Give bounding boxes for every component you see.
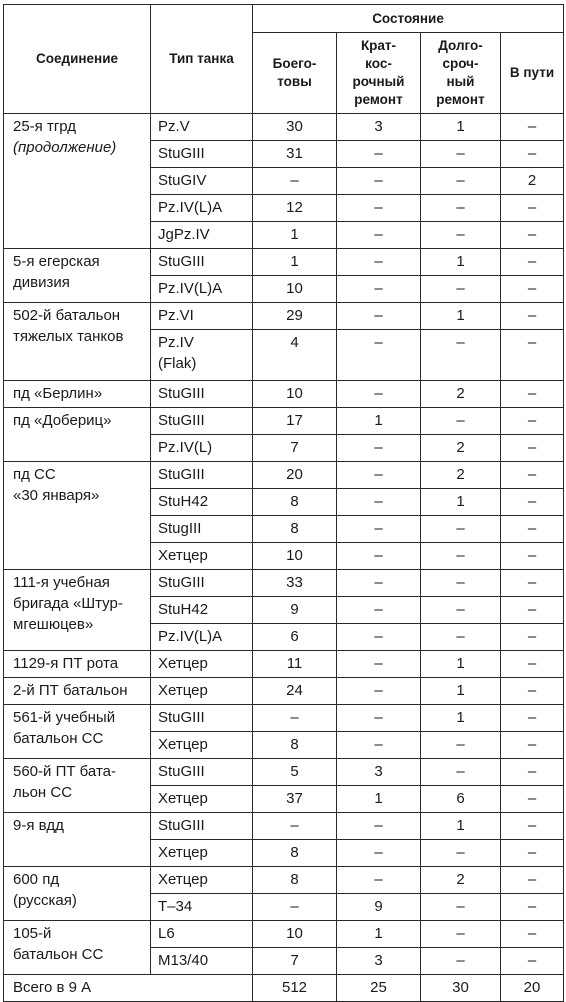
header-unit: Соединение	[4, 5, 151, 114]
ready-cell: 8	[253, 489, 337, 516]
table-row	[4, 759, 564, 786]
ready-cell: 4	[253, 330, 337, 381]
short-repair-cell: –	[337, 276, 421, 303]
ready-cell: 1	[253, 249, 337, 276]
long-repair-cell: 2	[421, 381, 501, 408]
long-repair-cell: –	[421, 732, 501, 759]
en-route-cell: –	[501, 705, 564, 732]
short-repair-cell: –	[337, 732, 421, 759]
ready-cell: 24	[253, 678, 337, 705]
table-row	[4, 381, 564, 408]
en-route-cell: –	[501, 570, 564, 597]
short-repair-cell: –	[337, 516, 421, 543]
en-route-cell: –	[501, 195, 564, 222]
short-repair-cell: –	[337, 651, 421, 678]
table-row	[4, 678, 564, 705]
unit-name: пд СС «30 января»	[13, 466, 100, 504]
unit-name: 25-я тгрд	[13, 118, 77, 135]
tank-type-cell: StuGIII	[151, 570, 253, 597]
table-body	[4, 114, 564, 1002]
table-row	[4, 462, 564, 489]
short-repair-cell: 1	[337, 786, 421, 813]
short-repair-cell: –	[337, 705, 421, 732]
en-route-cell: –	[501, 543, 564, 570]
long-repair-cell: 1	[421, 489, 501, 516]
tank-type-cell: StuGIII	[151, 813, 253, 840]
long-repair-cell: 1	[421, 114, 501, 141]
short-repair-cell: 3	[337, 114, 421, 141]
ready-cell: 20	[253, 462, 337, 489]
unit-name: 1129-я ПТ рота	[13, 655, 119, 672]
ready-cell: 8	[253, 732, 337, 759]
tank-type-cell: StuGIII	[151, 408, 253, 435]
long-repair-cell: –	[421, 570, 501, 597]
unit-name: 105-й батальон СС	[13, 925, 104, 963]
ready-cell: 31	[253, 141, 337, 168]
tank-type-cell: StuGIII	[151, 462, 253, 489]
short-repair-cell: –	[337, 141, 421, 168]
table-row	[4, 921, 564, 948]
ready-cell: 7	[253, 948, 337, 975]
ready-cell: 29	[253, 303, 337, 330]
en-route-cell: –	[501, 597, 564, 624]
unit-cell	[4, 867, 151, 921]
ready-cell: –	[253, 705, 337, 732]
en-route-cell: –	[501, 813, 564, 840]
long-repair-cell: –	[421, 408, 501, 435]
unit-cell	[4, 114, 151, 249]
total-long-repair: 30	[421, 975, 501, 1002]
tank-type-cell: StuH42	[151, 597, 253, 624]
tank-type-cell: JgPz.IV	[151, 222, 253, 249]
table-row	[4, 114, 564, 141]
short-repair-cell: –	[337, 381, 421, 408]
tank-type-cell: Pz.VI	[151, 303, 253, 330]
ready-cell: 17	[253, 408, 337, 435]
tank-type-cell: Хетцер	[151, 678, 253, 705]
en-route-cell: –	[501, 249, 564, 276]
unit-name: 2-й ПТ батальон	[13, 682, 128, 699]
short-repair-cell: –	[337, 678, 421, 705]
unit-cell	[4, 462, 151, 570]
en-route-cell: –	[501, 948, 564, 975]
ready-cell: 10	[253, 921, 337, 948]
total-en-route: 20	[501, 975, 564, 1002]
tank-type-cell: T–34	[151, 894, 253, 921]
unit-cell	[4, 651, 151, 678]
en-route-cell: –	[501, 894, 564, 921]
unit-cell	[4, 249, 151, 303]
tank-type-cell: StuGIV	[151, 168, 253, 195]
short-repair-cell: –	[337, 543, 421, 570]
unit-name: 561-й учебный батальон СС	[13, 709, 116, 747]
table-row	[4, 867, 564, 894]
long-repair-cell: 2	[421, 462, 501, 489]
short-repair-cell: –	[337, 330, 421, 381]
short-repair-cell: –	[337, 813, 421, 840]
tank-type-cell: Хетцер	[151, 651, 253, 678]
unit-cell	[4, 678, 151, 705]
header-ready: Боего- товы	[253, 33, 337, 114]
long-repair-cell: –	[421, 624, 501, 651]
en-route-cell: –	[501, 759, 564, 786]
ready-cell: 10	[253, 543, 337, 570]
long-repair-cell: 1	[421, 651, 501, 678]
en-route-cell: –	[501, 678, 564, 705]
ready-cell: –	[253, 813, 337, 840]
short-repair-cell: –	[337, 840, 421, 867]
short-repair-cell: –	[337, 222, 421, 249]
total-label: Всего в 9 А	[4, 975, 253, 1002]
unit-note: (продолжение)	[13, 139, 117, 156]
tank-type-cell: Pz.IV(L)A	[151, 624, 253, 651]
unit-cell	[4, 921, 151, 975]
table-row	[4, 813, 564, 840]
long-repair-cell: 2	[421, 867, 501, 894]
en-route-cell: 2	[501, 168, 564, 195]
table-row	[4, 408, 564, 435]
tank-type-cell: Хетцер	[151, 543, 253, 570]
total-short-repair: 25	[337, 975, 421, 1002]
short-repair-cell: 9	[337, 894, 421, 921]
tank-type-cell: M13/40	[151, 948, 253, 975]
table-header	[4, 5, 564, 114]
unit-cell	[4, 570, 151, 651]
unit-name: 600 пд (русская)	[13, 871, 77, 909]
en-route-cell: –	[501, 435, 564, 462]
short-repair-cell: 3	[337, 759, 421, 786]
en-route-cell: –	[501, 381, 564, 408]
unit-name: 111-я учебная бригада «Штур- мгешюцев»	[13, 574, 123, 633]
tank-type-cell: Хетцер	[151, 867, 253, 894]
unit-cell	[4, 408, 151, 462]
table-row	[4, 651, 564, 678]
long-repair-cell: –	[421, 222, 501, 249]
long-repair-cell: 1	[421, 249, 501, 276]
tank-type-cell: StuH42	[151, 489, 253, 516]
short-repair-cell: –	[337, 570, 421, 597]
header-en-route: В пути	[501, 33, 564, 114]
long-repair-cell: –	[421, 168, 501, 195]
ready-cell: –	[253, 168, 337, 195]
header-state: Состояние	[253, 5, 564, 33]
tank-type-cell: StuGIII	[151, 381, 253, 408]
header-long-repair: Долго- сроч- ный ремонт	[421, 33, 501, 114]
unit-name: 5-я егерская дивизия	[13, 253, 100, 291]
unit-cell	[4, 303, 151, 381]
short-repair-cell: –	[337, 867, 421, 894]
en-route-cell: –	[501, 303, 564, 330]
ready-cell: 11	[253, 651, 337, 678]
tank-type-cell: StugIII	[151, 516, 253, 543]
tank-type-cell: Pz.IV (Flak)	[151, 330, 253, 381]
long-repair-cell: –	[421, 948, 501, 975]
tank-type-cell: Pz.IV(L)	[151, 435, 253, 462]
ready-cell: 8	[253, 840, 337, 867]
table-row	[4, 249, 564, 276]
en-route-cell: –	[501, 330, 564, 381]
en-route-cell: –	[501, 276, 564, 303]
short-repair-cell: –	[337, 195, 421, 222]
en-route-cell: –	[501, 840, 564, 867]
header-short-repair: Крат- кос- рочный ремонт	[337, 33, 421, 114]
unit-name: пд «Берлин»	[13, 385, 103, 402]
en-route-cell: –	[501, 516, 564, 543]
long-repair-cell: –	[421, 840, 501, 867]
en-route-cell: –	[501, 651, 564, 678]
table-row	[4, 570, 564, 597]
tank-type-cell: Хетцер	[151, 840, 253, 867]
short-repair-cell: –	[337, 168, 421, 195]
long-repair-cell: 2	[421, 435, 501, 462]
tank-status-table	[3, 4, 564, 1002]
ready-cell: –	[253, 894, 337, 921]
en-route-cell: –	[501, 921, 564, 948]
long-repair-cell: –	[421, 894, 501, 921]
long-repair-cell: –	[421, 330, 501, 381]
en-route-cell: –	[501, 489, 564, 516]
en-route-cell: –	[501, 222, 564, 249]
long-repair-cell: –	[421, 597, 501, 624]
long-repair-cell: 1	[421, 813, 501, 840]
en-route-cell: –	[501, 624, 564, 651]
short-repair-cell: –	[337, 435, 421, 462]
unit-name: 560-й ПТ бата- льон СС	[13, 763, 116, 801]
long-repair-cell: –	[421, 759, 501, 786]
ready-cell: 8	[253, 867, 337, 894]
en-route-cell: –	[501, 786, 564, 813]
short-repair-cell: 3	[337, 948, 421, 975]
long-repair-cell: –	[421, 921, 501, 948]
en-route-cell: –	[501, 114, 564, 141]
ready-cell: 9	[253, 597, 337, 624]
long-repair-cell: 6	[421, 786, 501, 813]
short-repair-cell: –	[337, 249, 421, 276]
long-repair-cell: –	[421, 195, 501, 222]
unit-name: 9-я вдд	[13, 817, 64, 834]
short-repair-cell: –	[337, 489, 421, 516]
tank-type-cell: StuGIII	[151, 141, 253, 168]
tank-type-cell: Pz.IV(L)A	[151, 276, 253, 303]
unit-name: пд «Добериц»	[13, 412, 112, 429]
short-repair-cell: –	[337, 624, 421, 651]
tank-type-cell: StuGIII	[151, 249, 253, 276]
en-route-cell: –	[501, 867, 564, 894]
ready-cell: 8	[253, 516, 337, 543]
table-row	[4, 705, 564, 732]
long-repair-cell: –	[421, 516, 501, 543]
long-repair-cell: 1	[421, 678, 501, 705]
short-repair-cell: 1	[337, 408, 421, 435]
en-route-cell: –	[501, 462, 564, 489]
total-ready: 512	[253, 975, 337, 1002]
ready-cell: 37	[253, 786, 337, 813]
header-tank-type: Тип танка	[151, 5, 253, 114]
tank-type-cell: StuGIII	[151, 759, 253, 786]
en-route-cell: –	[501, 408, 564, 435]
long-repair-cell: –	[421, 141, 501, 168]
en-route-cell: –	[501, 732, 564, 759]
short-repair-cell: –	[337, 462, 421, 489]
unit-cell	[4, 813, 151, 867]
short-repair-cell: –	[337, 597, 421, 624]
unit-name: 502-й батальон тяжелых танков	[13, 307, 124, 345]
ready-cell: 7	[253, 435, 337, 462]
table-row	[4, 303, 564, 330]
long-repair-cell: –	[421, 543, 501, 570]
unit-cell	[4, 381, 151, 408]
unit-cell	[4, 759, 151, 813]
tank-type-cell: Хетцер	[151, 786, 253, 813]
tank-type-cell: Pz.IV(L)A	[151, 195, 253, 222]
ready-cell: 5	[253, 759, 337, 786]
ready-cell: 30	[253, 114, 337, 141]
long-repair-cell: –	[421, 276, 501, 303]
ready-cell: 33	[253, 570, 337, 597]
short-repair-cell: –	[337, 303, 421, 330]
tank-type-cell: Pz.V	[151, 114, 253, 141]
tank-type-cell: L6	[151, 921, 253, 948]
ready-cell: 1	[253, 222, 337, 249]
ready-cell: 10	[253, 381, 337, 408]
short-repair-cell: 1	[337, 921, 421, 948]
long-repair-cell: 1	[421, 303, 501, 330]
ready-cell: 10	[253, 276, 337, 303]
tank-type-cell: Хетцер	[151, 732, 253, 759]
ready-cell: 6	[253, 624, 337, 651]
total-row	[4, 975, 564, 1002]
long-repair-cell: 1	[421, 705, 501, 732]
unit-cell	[4, 705, 151, 759]
en-route-cell: –	[501, 141, 564, 168]
ready-cell: 12	[253, 195, 337, 222]
tank-type-cell: StuGIII	[151, 705, 253, 732]
